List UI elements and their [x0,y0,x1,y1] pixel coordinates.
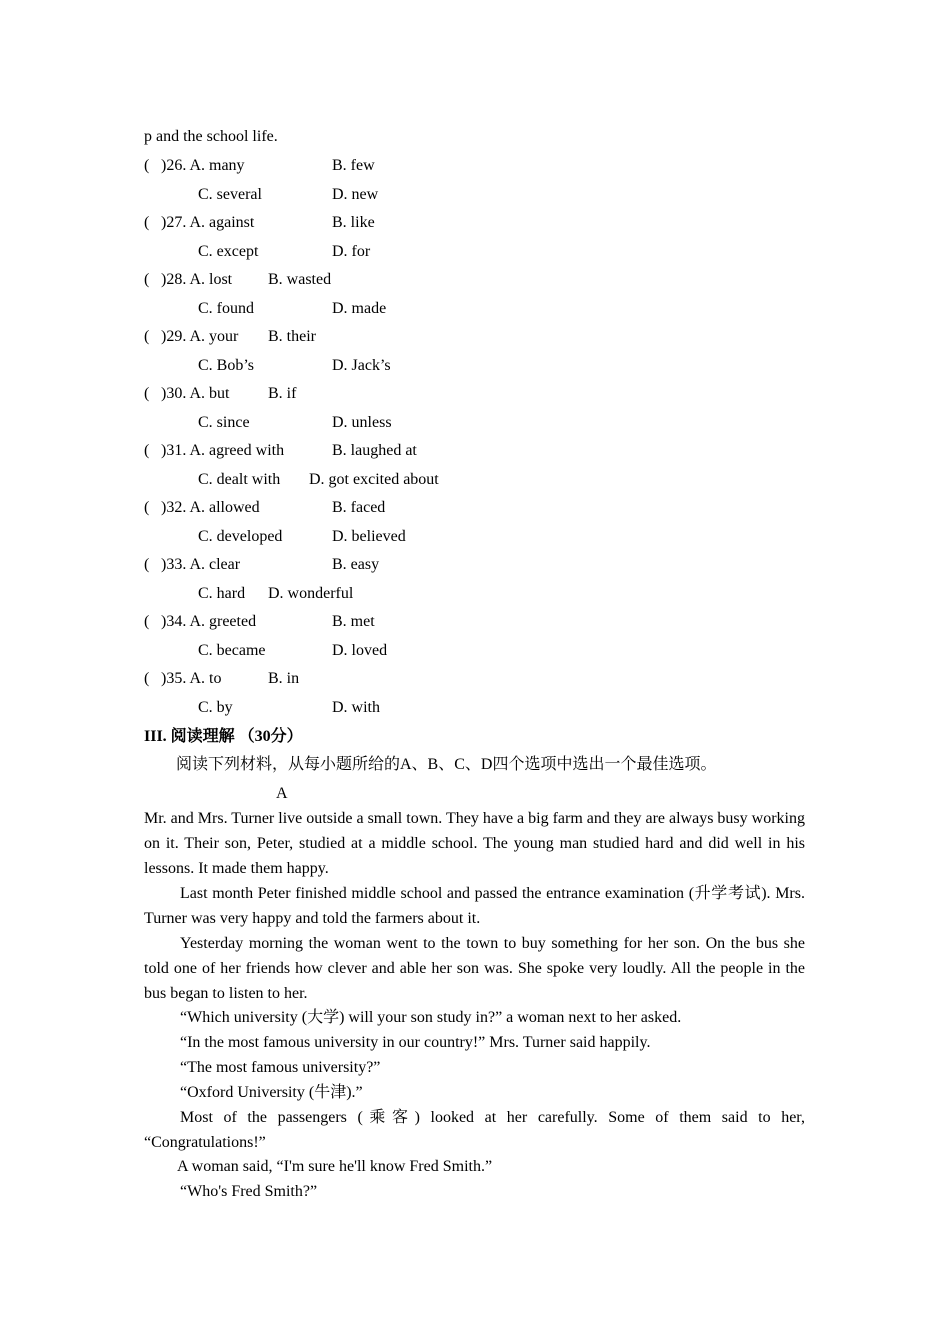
answer-bracket: ( [144,499,150,516]
question-option-c: C. found [198,300,254,317]
question-option-a: )34. A. greeted [161,613,257,630]
question-option-b: B. faced [332,499,386,516]
section-title: III. 阅读理解 （30分） [144,728,303,745]
question-option-a: )28. A. lost [161,271,233,288]
question-option-a: )33. A. clear [161,556,241,573]
question-option-c: C. hard [198,585,246,602]
passage-paragraph-2: Last month Peter finished middle school and passed the entrance examination (升学考试). Mrs. Turner was very happy and told the farmers about it. [144,885,805,927]
answer-bracket: ( [144,556,150,573]
intro-tail: p and the school life. [144,128,278,145]
answer-bracket: ( [144,670,150,687]
question-option-a: )27. A. against [161,214,255,231]
question-option-d: D. believed [332,528,406,545]
answer-bracket: ( [144,157,150,174]
question-option-b: B. in [268,670,300,687]
question-option-d: D. got excited about [309,471,439,488]
question-option-d: D. loved [332,642,388,659]
question-option-c: C. by [198,699,233,716]
question-option-d: D. new [332,186,379,203]
question-option-b: B. met [332,613,375,630]
passage-paragraph-3: Yesterday morning the woman went to the town to buy something for her son. On the bus she told one of her friends how clever and able her son was. She spoke very loudly. All the people in the bus began to listen to her. [144,935,805,1002]
answer-bracket: ( [144,613,150,630]
question-option-a: )30. A. but [161,385,230,402]
answer-bracket: ( [144,385,150,402]
question-option-a: )31. A. agreed with [161,442,285,459]
answer-bracket: ( [144,328,150,345]
question-option-c: C. dealt with [198,471,281,488]
question-option-b: B. easy [332,556,380,573]
question-option-d: D. for [332,243,371,260]
answer-bracket: ( [144,442,150,459]
question-option-b: B. if [268,385,297,402]
passage-paragraph-5: A woman said, “I'm sure he'll know Fred Smith.” [177,1158,493,1175]
dialogue-line-4: “Oxford University (牛津).” [180,1084,363,1101]
question-option-a: )35. A. to [161,670,222,687]
question-option-d: D. unless [332,414,392,431]
dialogue-line-2: “In the most famous university in our country!” Mrs. Turner said happily. [180,1034,651,1051]
dialogue-line-3: “The most famous university?” [180,1059,381,1076]
answer-bracket: ( [144,271,150,288]
question-option-c: C. Bob’s [198,357,255,374]
question-option-c: C. since [198,414,250,431]
question-option-d: D. with [332,699,380,716]
dialogue-line-5: “Who's Fred Smith?” [180,1183,318,1200]
question-option-d: D. Jack’s [332,357,391,374]
question-option-a: )32. A. allowed [161,499,260,516]
question-option-b: B. like [332,214,375,231]
dialogue-line-1: “Which university (大学) will your son study in?” a woman next to her asked. [180,1009,682,1026]
question-option-b: B. few [332,157,375,174]
question-option-c: C. became [198,642,266,659]
question-option-d: D. made [332,300,387,317]
question-option-b: B. wasted [268,271,332,288]
passage-paragraph-1: Mr. and Mrs. Turner live outside a small town. They have a big farm and they are always busy working on it. Their son, Peter, studied at a middle school. The young man studied hard and did well in his lessons. It made them happy. [144,810,805,877]
section-instruction: 阅读下列材料，从每小题所给的A、B、C、D四个选项中选出一个最佳选项。 [176,756,717,773]
question-option-b: B. laughed at [332,442,417,459]
question-option-c: C. developed [198,528,283,545]
question-option-c: C. except [198,243,259,260]
question-option-a: )29. A. your [161,328,239,345]
passage-paragraph-4: Most of the passengers (乘客) looked at her carefully. Some of them said to her, “Congratulations!” [144,1109,805,1151]
question-option-d: D. wonderful [268,585,354,602]
question-option-b: B. their [268,328,316,345]
answer-bracket: ( [144,214,150,231]
question-option-c: C. several [198,186,262,203]
question-option-a: )26. A. many [161,157,245,174]
passage-label: A [276,785,288,802]
